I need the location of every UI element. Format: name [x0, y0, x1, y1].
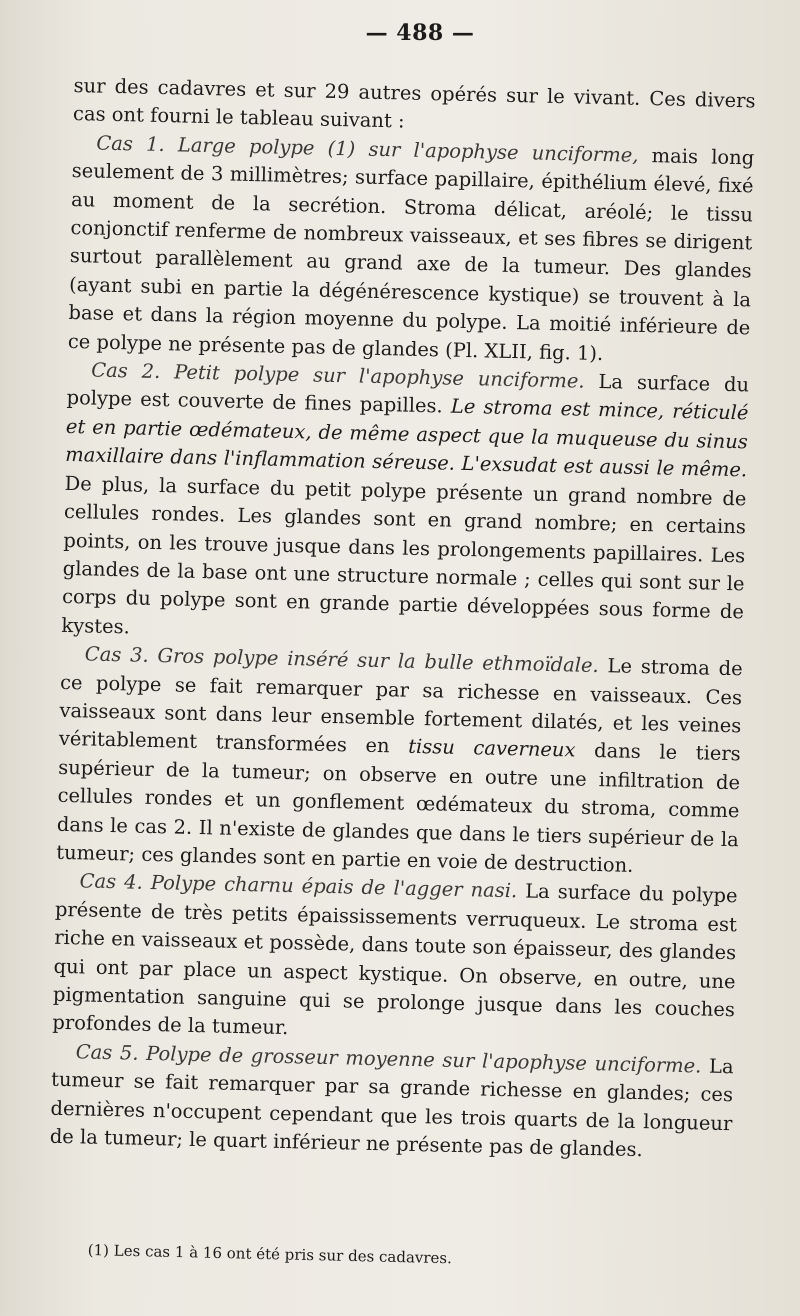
case-title: Large polype (1) sur l'apophyse unciforme,: [177, 133, 639, 167]
case-body: dans le tiers supérieur de la tumeur; on observe en outre une infiltration de cellules rondes et un gonflement œdémateux du stroma, comme dans le cas 2. Il n'existe de glandes que dans le tiers supérieur de la tumeur; ces glandes sont en partie en voie de destruction.: [56, 739, 741, 877]
case-body: La surface du polype est couverte de fines papilles.: [66, 370, 750, 418]
case-body: Le stroma de ce polype se fait remarquer par sa richesse en vaisseaux. Ces vaisseaux sont dans leur ensemble fortement dilatés, et les veines véritablement transformées en: [58, 654, 743, 758]
intro-paragraph: sur des cadavres et sur 29 autres opérés sur le vivant. Ces divers cas ont fourni le tableau suivant :: [72, 73, 756, 133]
case-label: Cas 5.: [75, 1040, 139, 1065]
case-body: La tumeur se fait remarquer par sa grande richesse en glandes; ces dernières n'occupent cependant que les trois quarts de la longueur de la tumeur; le quart inférieur ne présente pas de glandes.: [49, 1054, 734, 1162]
case-label: Cas 1.: [96, 131, 166, 156]
body-text: [50, 72, 756, 1167]
case-title: Polype de grosseur moyenne sur l'apophyse unciforme.: [145, 1041, 702, 1078]
case-body: De plus, la surface du petit polype présente un grand nombre de cellules rondes. Les glandes sont en grand nombre; en certains points, on les trouve jusque dans les prolongements papillaires. Les glandes de la base ont une structure normale ; celles qui sont sur le corps du polype sont en grande partie développées sous forme de kystes.: [61, 471, 747, 639]
case-body-italic: tissu caverneux: [407, 735, 576, 762]
case-label: Cas 2.: [90, 358, 161, 384]
case-label: Cas 3.: [84, 642, 149, 667]
case-body: La surface du polype présente de très petits épaississements verruqueux. Le stroma est riche en vaisseaux et possède, dans toute son épaisseur, des glandes qui ont par place un aspect kystique. On observe, en outre, une pigmentation sanguine qui se prolonge jusque dans les couches profondes de la tumeur.: [52, 879, 738, 1040]
case-label: Cas 4.: [79, 869, 144, 895]
case-title: Gros polype inséré sur la bulle ethmoïdale.: [157, 644, 600, 678]
case-3-paragraph: [56, 640, 743, 883]
case-1-paragraph: [68, 129, 755, 372]
case-body: mais long seulement de 3 millimètres; surface papillaire, épithélium élevé, fixé au moment de la secrétion. Stroma délicat, aréolé; le tissu conjonctif renferme de nombreux vaisseaux, et ses fibres se dirigent surtout parallèlement au grand axe de la tumeur. Des glandes (ayant subi en partie la dégénérescence kystique) se trouvent à la base et dans la région moyenne du polype. La moitié inférieure de ce polype ne présente pas de glandes (Pl. XLII, fig. 1).: [67, 143, 755, 365]
page-number: — 488 —: [365, 20, 475, 46]
case-4-paragraph: [52, 867, 738, 1053]
case-2-paragraph: [61, 356, 749, 655]
case-5-paragraph: [50, 1038, 734, 1167]
case-body-italic: Le stroma est mince, réticulé et en partie œdémateux, de même aspect que la muqueuse du sinus maxillaire dans l'inflammation séreuse. L'exsudat est aussi le même.: [65, 395, 749, 482]
footnote: (1) Les cas 1 à 16 ont été pris sur des cadavres.: [87, 1240, 453, 1268]
case-title: Petit polype sur l'apophyse unciforme.: [173, 360, 585, 393]
case-title: Polype charnu épais de l'agger nasi.: [150, 871, 518, 903]
